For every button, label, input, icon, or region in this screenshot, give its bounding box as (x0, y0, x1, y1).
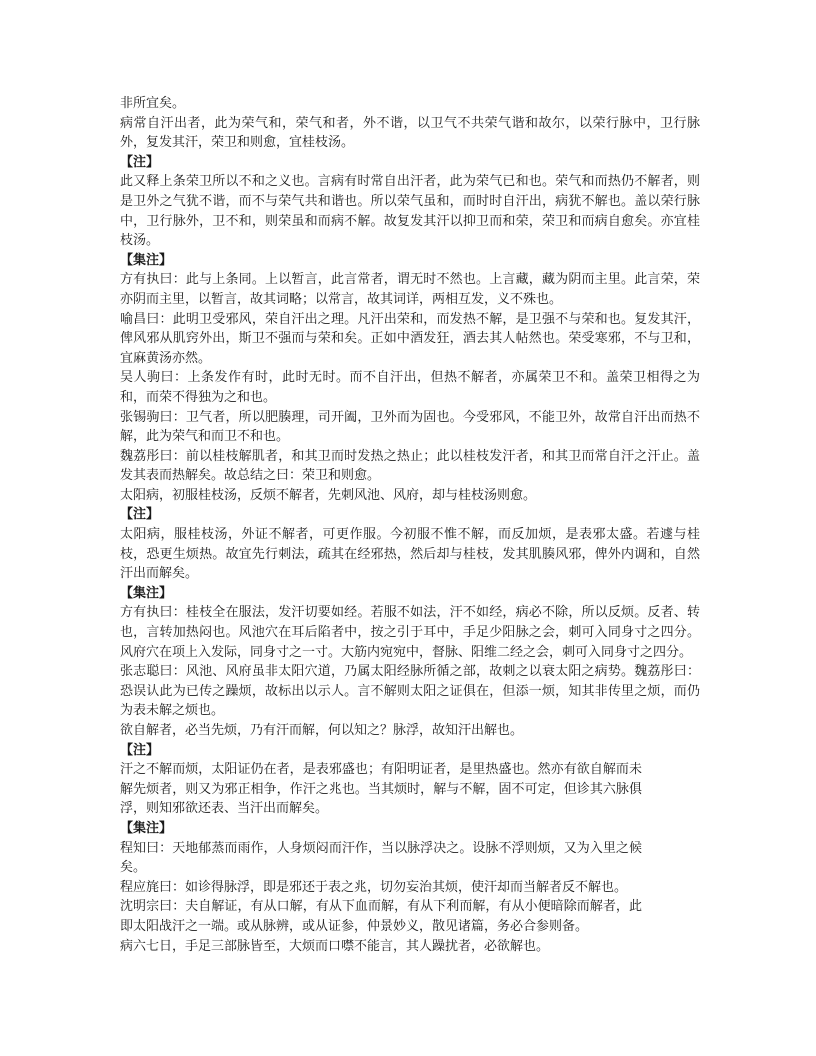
paragraph-text: 欲自解者，必当先烦，乃有汗而解，何以知之？脉浮，故知汗出解也。 (120, 723, 524, 738)
paragraph-text: 病常自汗出者，此为荣气和，荣气和者，外不谐，以卫气不共荣气谐和故尔，以荣行脉中，卫行脉外，复发其汗，荣卫和则愈，宜桂枝汤。 (120, 115, 700, 151)
section-heading-note: 【注】 (120, 507, 160, 523)
paragraph-text: 沈明宗曰：夫自解证，有从口解，有从下血而解，有从下利而解，有从小便暗除而解者，此即太阳战汗之一端。或从脉辨，或从证参，仲景妙义，散见诸篇，务必合参则备。 (120, 899, 642, 934)
document-body (120, 94, 700, 956)
section-heading-note: 【注】 (120, 742, 160, 758)
paragraph-text: 张志聪曰：风池、风府虽非太阳穴道，乃属太阳经脉所循之部，故刺之以衰太阳之病势。魏荔彤曰：恐误认此为已传之躁烦，故标出以示人。言不解则太阳之证俱在，但添一烦，知其非传里之烦，而仍为表未解之烦也。 (120, 664, 700, 719)
section-heading-collected-notes: 【集注】 (120, 820, 173, 836)
section-heading-collected-notes: 【集注】 (120, 585, 173, 601)
paragraph-text: 汗之不解而烦，太阳证仍在者，是表邪盛也；有阳明证者，是里热盛也。然亦有欲自解而未解先烦者，则又为邪正相争，作汗之兆也。当其烦时，解与不解，固不可定，但诊其六脉俱浮，则知邪欲还表、当汗出而解矣。 (120, 762, 642, 817)
paragraph-text: 喻昌曰：此明卫受邪风，荣自汗出之理。凡汗出荣和，而发热不解，是卫强不与荣和也。复发其汗，俾风邪从肌窍外出，斯卫不强而与荣和矣。正如中酒发狂，酒去其人帖然也。荣受寒邪，不与卫和，宜麻黄汤亦然。 (120, 311, 700, 366)
paragraph-text: 方有执曰：桂枝全在服法，发汗切要如经。若服不如法，汗不如经，病必不除，所以反烦。反者、转也，言转加热闷也。风池穴在耳后陷者中，按之引于耳中，手足少阳脉之会，刺可入同身寸之四分。风府穴在项上入发际，同身寸之一寸。大筋内宛宛中，督脉、阳维二经之会，刺可入同身寸之四分。 (120, 605, 700, 660)
paragraph-text: 程知曰：天地郁蒸而雨作，人身烦闷而汗作，当以脉浮决之。设脉不浮则烦，又为入里之候矣。 (120, 840, 642, 876)
section-heading-collected-notes: 【集注】 (120, 252, 173, 268)
paragraph-text: 病六七日，手足三部脉皆至，大烦而口噤不能言，其人躁扰者，必欲解也。 (120, 938, 550, 954)
paragraph-text: 程应旄曰：如诊得脉浮，即是邪还于表之兆，切勿妄治其烦，使汗却而当解者反不解也。 (120, 879, 628, 895)
paragraph-text: 方有执曰：此与上条同。上以暂言，此言常者，谓无时不然也。上言藏，藏为阴而主里。此言荣，荣亦阴而主里，以暂言，故其词略；以常言，故其词详，两相互发，义不殊也。 (120, 272, 700, 307)
paragraph-text: 太阳病，初服桂枝汤，反烦不解者，先刺风池、风府，却与桂枝汤则愈。 (120, 487, 537, 503)
section-heading-note: 【注】 (120, 154, 160, 170)
paragraph-text: 魏荔彤曰：前以桂枝解肌者，和其卫而时发热之热止；此以桂枝发汗者，和其卫而常自汗之汗止。盖发其表而热解矣。故总结之曰：荣卫和则愈。 (120, 448, 700, 484)
paragraph-text: 此又释上条荣卫所以不和之义也。言病有时常自出汗者，此为荣气已和也。荣气和而热仍不解者，则是卫外之气犹不谐，而不与荣气共和谐也。所以荣气虽和，而时时自汗出，病犹不解也。盖以荣行脉中，卫行脉外，卫不和，则荣虽和而病不解。故复发其汗以抑卫而和荣，荣卫和而病自愈矣。亦宜桂枝汤。 (120, 174, 700, 249)
paragraph-text: 太阳病，服桂枝汤，外证不解者，可更作服。今初服不惟不解，而反加烦，是表邪太盛。若遽与桂枝，恐更生烦热。故宜先行刺法，疏其在经邪热，然后却与桂枝，发其肌腠风邪，俾外内调和，自然汗出而解矣。 (120, 527, 700, 582)
paragraph-text: 非所宜矣。 (120, 96, 186, 111)
paragraph-text: 张锡驹曰：卫气者，所以肥腠理，司开阖，卫外而为固也。今受邪风，不能卫外，故常自汗出而热不解，此为荣气和而卫不和也。 (120, 409, 700, 445)
paragraph-text: 吴人驹曰：上条发作有时，此时无时。而不自汗出，但热不解者，亦属荣卫不和。盖荣卫相得之为和，而荣不得独为之和也。 (120, 370, 700, 405)
